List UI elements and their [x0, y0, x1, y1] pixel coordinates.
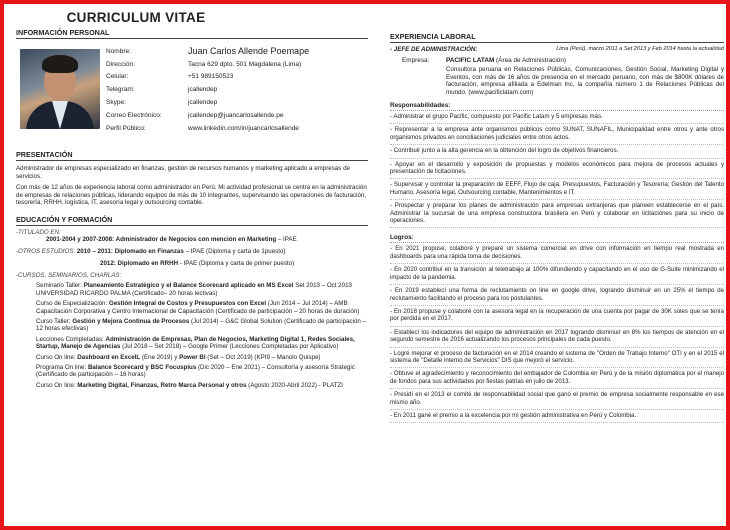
course-item: Curso On line: Dashboard en ExcelL (Ene 2019) y Power BI (Set – Oct 2019) (KPI9 – Manolo Quispe): [36, 353, 321, 361]
otros-2-rest: - IPAE (Diploma y carta de primer puesto): [178, 259, 295, 267]
titulado-degree: 2001-2004 y 2007-2008: Administrador de Negocios con mención en Marketing: [46, 235, 277, 243]
otros-label: -OTROS ESTUDIOS:: [16, 247, 76, 255]
experience-heading: EXPERIENCIA LABORAL: [390, 32, 724, 43]
titulado-line: [16, 236, 368, 244]
education-heading: EDUCACIÓN Y FORMACIÓN: [16, 215, 368, 226]
name-label: Nombre:: [106, 47, 131, 55]
phone-row: [106, 71, 309, 84]
company-row: [390, 57, 724, 64]
titulado-label: -TITULADO EN:: [16, 228, 61, 236]
achievement-item: - En 2018 propuse y colaboré con la asesora legal en la recuperación de una cuenta por pagar de 30K soles que se tenía por perdida en el 2017.: [390, 308, 724, 327]
otros-1-degree: 2010 – 2011: Diplomado en Finanzas: [75, 247, 184, 255]
company-name: PACIFIC LATAM (Área de Administración): [446, 57, 567, 64]
achievement-item: - En 2011 gané el premio a la excelencia por mi gestión administrativa en Perú y Colombia.: [390, 412, 724, 423]
company-label: Empresa:: [402, 57, 430, 64]
presentation-paragraph-2: Con más de 12 años de experiencia laboral como administrador en Perú. Mi actividad profesional se centra en la administración de empresas de relaciones públicas, liderando equipos de más de 10 integrantes, supervisando las operaciones de facturación, tesorería, RRHH, logística, IT, asesoría legal y outsourcing contable.: [16, 184, 367, 207]
telegram-row: [106, 83, 309, 96]
achievement-item: - Establecí los indicadores del equipo de administración en 2017 logrando disminuir en 8% los tiempos de atención en el segundo semestre de 2016 actualizando los procesos principales de cada puesto.: [390, 329, 724, 348]
achievement-item: - En 2020 contribuí en la transición al teletrabajo al 100% difundiendo y capacitando en el uso de G-Suite minimizando el impacto de la pandemia.: [390, 266, 724, 285]
company-description: Consultora peruana en Relaciones Públicas, Comunicaciones, Gestión Social, Marketing Digital y Eventos, con más de 16 años de presencia en el mercado peruano, con más de $800K dólares de facturación, empresa afiliada a Edelman Inc, la compañía número 1 de Relaciones Públicas del mundo. (www.pacificlatam.com): [446, 66, 724, 96]
left-column: [16, 10, 368, 389]
telegram-value: jcallendep: [188, 86, 218, 94]
otros-line-2: [16, 260, 368, 268]
personal-section: [16, 39, 368, 147]
address-row: [106, 58, 309, 71]
name-row: [106, 45, 309, 58]
email-value[interactable]: jcallendep@juancarlosallende.pe: [188, 111, 284, 119]
job-header: [390, 46, 724, 53]
address-label: Dirección:: [106, 60, 135, 68]
telegram-label: Telegram:: [106, 86, 135, 94]
otros-1-rest: – IPAE (Diploma y carta de 1puesto): [183, 247, 286, 255]
course-item: Curso de Especialización: Gestión Integral de Costos y Presupuestos con Excel (Jun 2014 – Jul 2014) – AMB Capacitación Corporativa y Centro Internacional de Capacitación (Certificado de participación – 20 horas de duración): [36, 300, 360, 315]
personal-heading: INFORMACIÓN PERSONAL: [16, 28, 368, 39]
course-item: Curso Taller: Gestión y Mejora Continua de Procesos (Jul 2014) – G&C Global Solution (Certificado de participación – 12 horas efectivas): [36, 317, 367, 333]
profile-link[interactable]: www.linkedin.com/in/juancarlosallende: [188, 124, 299, 132]
email-row: [106, 109, 309, 122]
phone-label: Celular:: [106, 73, 129, 81]
responsibilities-heading: Responsabilidades:: [390, 102, 724, 111]
course-item: Curso On line: Marketing Digital, Finanzas, Retro Marca Personal y otros (Agosto 2020-Abril 2022) - PLATZI: [36, 381, 343, 389]
responsibility-item: - Administrar el grupo Pacific, compuesto por Pacific Latam y 5 empresas más.: [390, 113, 724, 124]
right-column: [390, 10, 724, 423]
course-item: Programa On line: Balance Scorecard y BSC Focuspius (Dic 2020 – Ene 2021) – Consultoría y asesoría Strategic (Certificado de participación – 16 horas): [36, 364, 355, 379]
responsibility-item: - Contribuir junto a la alta gerencia en la obtención del logro de objetivos financieros.: [390, 147, 724, 158]
course-item: Lecciones Completadas: Administración de Empresas, Plan de Negocios, Marketing Digital 1, Redes Sociales, Startup, Manejo de Agencias (Jul 2018 – Set 2018) – Google Primer (Lecciones Completadas por Aplicativo): [36, 335, 355, 351]
presentation-paragraph-1: Administrador de empresas especializado en finanzas, gestión de recursos humanos y marketing aplicado a empresas de servicios.: [16, 165, 350, 180]
profile-photo: [20, 49, 100, 129]
achievement-item: - Obtuve el agradecimiento y reconocimiento del embajador de Colombia en Perú y de la misión diplomática por el manejo de fondos para sus actividades por fiestas patrias en julio de 2013.: [390, 370, 724, 389]
achievement-item: - En 2021 propuse, colaboré y preparé un sistema comercial en drive con información en tiempo real mostrada en dashboards para una rápida toma de decisiones.: [390, 245, 724, 264]
phone-value: +51 989150523: [188, 73, 234, 81]
personal-info-list: [106, 45, 309, 135]
achievement-item: - Logré mejorar el proceso de facturación en el 2014 creando el sistema de "Orden de Trabajo Interno" OTI y en el 2015 el sistema de "Detalle interno de Servicios" DIS que mejoró el servicio.: [390, 350, 724, 369]
otros-line-1: [16, 248, 368, 256]
cv-title: CURRICULUM VITAE: [66, 10, 206, 25]
skype-value: jcallendep: [188, 99, 218, 107]
skype-label: Skype:: [106, 99, 126, 107]
otros-2-degree: 2012: Diplomado en RRHH: [100, 259, 179, 267]
address-value: Tacna 629 dpto. 501 Magdalena (Lima): [188, 60, 302, 68]
job-role: - JEFE DE ADMINISTRACIÓN:: [390, 46, 478, 53]
profile-label: Perfil Público:: [106, 124, 146, 132]
profile-row: [106, 122, 309, 135]
responsibility-item: - Representar a la empresa ante organismos públicos como SUNAT, SUNAFIL, Municipalidad entre otros y ante otros organismos privados en conciliaciones judiciales entre otros actos.: [390, 126, 724, 145]
cursos-label: -CURSOS, SEMINARIOS, CHARLAS:: [16, 272, 122, 280]
responsibility-item: - Apoyar en el desarrollo y exposición de propuestas y modelos económicos para mejora de procesos actuales y presentación de licitaciones.: [390, 161, 724, 180]
name-value: Juan Carlos Allende Poemape: [188, 46, 310, 57]
responsibility-item: - Prospectar y preparar los planes de administración para empresas extranjeras que planeen establecerse en el país. Administrar la sucursal de una empresa constructora brasilera en Perú y colaborar en licitaciones para su inicio de operaciones.: [390, 202, 724, 228]
email-label: Correo Electrónico:: [106, 111, 162, 119]
achievements-heading: Logros:: [390, 234, 724, 243]
skype-row: [106, 96, 309, 109]
job-period: Lima (Perú), marzo 2011 a Set 2013 y Feb 2014 hasta la actualidad: [556, 46, 724, 52]
achievement-item: - En 2019 establecí una forma de reclutamiento on line en google drive, logrando disminuir en un 25% el tiempo de reclutamiento facilitando el proceso para los postulantes.: [390, 287, 724, 306]
presentation-heading: PRESENTACIÓN: [16, 150, 368, 161]
course-item: Seminario Taller: Planeamiento Estratégico y el Balance Scorecard aplicado en MS Excel Set 2013 – Oct 2013 UNIVERSIDAD RICARDO PALMA (Certificado– 20 horas lectivas): [36, 282, 352, 297]
achievement-item: - Presidí en el 2013 el comité de responsabilidad social que ganó el premio de empresa socialmente responsable en ese mismo año.: [390, 391, 724, 410]
titulado-institution: – IPAE: [276, 235, 297, 243]
responsibility-item: - Supervisar y controlar la preparación de EEFF, Flujo de caja, Presupuestos, Facturación y Tesorería; Gestión del Talento Humano, Asesoría legal, Outsourcing contable, Mantenimientos e IT.: [390, 181, 724, 200]
